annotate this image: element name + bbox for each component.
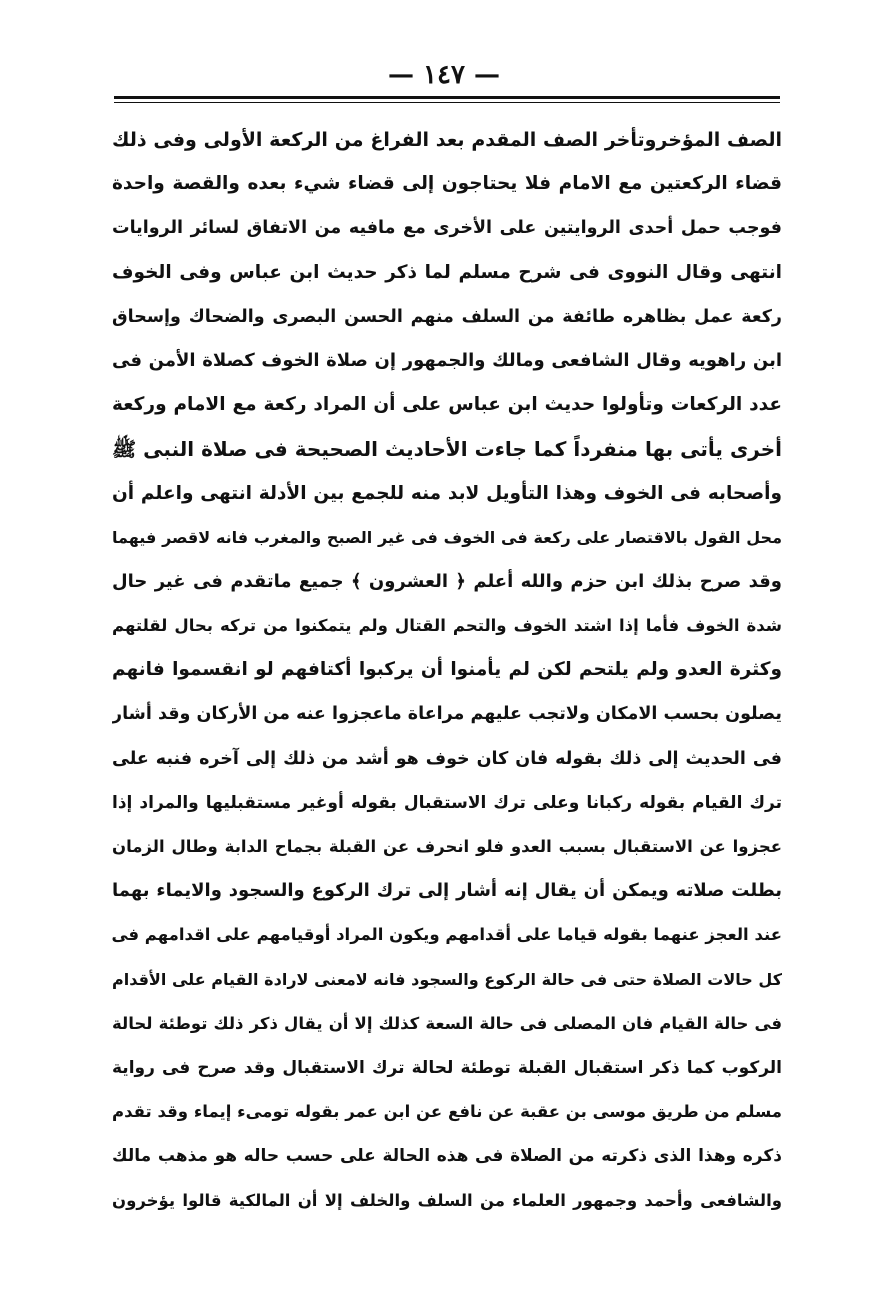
text-line: عجزوا عن الاستقبال بسبب العدو فلو انحرف عن القبلة بجماح الدابة وطال الزمان (112, 837, 782, 856)
text-line: وأصحابه فى الخوف وهذا التأويل لابد منه للجمع بين الأدلة انتهى واعلم أن (112, 482, 782, 504)
text-line: يصلون بحسب الامكان ولاتجب عليهم مراعاة ماعجزوا عنه من الأركان وقد أشار (112, 704, 782, 725)
header-rule (114, 96, 780, 99)
text-line: قضاء الركعتين مع الامام فلا يحتاجون إلى قضاء شيء بعده والقصة واحدة (112, 173, 782, 195)
text-line: وكثرة العدو ولم يلتحم لكن لم يأمنوا أن يركبوا أكتافهم لو انقسموا فانهم (112, 659, 782, 681)
text-line: أخرى يأتى بها منفرداً كما جاءت الأحاديث الصحيحة فى صلاة النبى ﷺ (112, 437, 782, 462)
text-line: فوجب حمل أحدى الروايتين على الأخرى مع مافيه من الاتفاق لسائر الروايات (112, 218, 782, 239)
text-line: عند العجز عنهما بقوله قياما على أقدامهم ويكون المراد أوقيامهم على اقدامهم فى (112, 925, 782, 945)
text-line: شدة الخوف فأما إذا اشتد الخوف والتحم القتال ولم يتمكنوا من تركه بحال لقلتهم (112, 616, 782, 636)
text-line: ابن راهويه وقال الشافعى ومالك والجمهور إن صلاة الخوف كصلاة الأمن فى (112, 349, 782, 371)
page-number: — ١٤٧ — (387, 60, 501, 90)
text-line: وقد صرح بذلك ابن حزم والله أعلم ﴿ العشرون ﴾ جميع ماتقدم فى غير حال (112, 570, 782, 592)
text-line: الصف المؤخروتأخر الصف المقدم بعد الفراغ من الركعة الأولى وفى ذلك (112, 129, 782, 151)
text-line: بطلت صلاته ويمكن أن يقال إنه أشار إلى ترك الركوع والسجود والايماء بهما (112, 880, 782, 902)
text-line: فى الحديث إلى ذلك بقوله فان كان خوف هو أشد من ذلك إلى آخره فنبه على (112, 748, 782, 769)
page-body-text (112, 118, 782, 1223)
text-line: الركوب كما ذكر استقبال القبلة توطئة لحالة ترك الاستقبال وقد صرح فى رواية (112, 1057, 782, 1078)
text-line: مسلم من طريق موسى بن عقبة عن نافع عن ابن عمر بقوله تومىء إيماء وقد تقدم (112, 1102, 782, 1122)
text-line: عدد الركعات وتأولوا حديث ابن عباس على أن المراد ركعة مع الامام وركعة (112, 394, 782, 416)
text-line: ركعة عمل بظاهره طائفة من السلف منهم الحسن البصرى والضحاك وإسحاق (112, 306, 782, 327)
text-line: انتهى وقال النووى فى شرح مسلم لما ذكر حديث ابن عباس وفى الخوف (112, 261, 782, 283)
text-line: ترك القيام بقوله ركبانا وعلى ترك الاستقبال بقوله أوغير مستقبليها والمراد إذا (112, 792, 782, 813)
text-line: ذكره وهذا الذى ذكرته من الصلاة فى هذه الحالة على حسب حاله هو مذهب مالك (112, 1146, 782, 1167)
text-line: كل حالات الصلاة حتى فى حالة الركوع والسجود فانه لامعنى لارادة القيام على الأقدام (112, 969, 782, 989)
text-line: محل القول بالاقتصار على ركعة فى الخوف فى غير الصبح والمغرب فانه لاقصر فيهما (112, 527, 782, 547)
text-line: فى حالة القيام فان المصلى فى حالة السعة كذلك إلا أن يقال ذكر ذلك توطئة لحالة (112, 1013, 782, 1033)
header-rule-thin (114, 102, 780, 103)
text-line: والشافعى وأحمد وجمهور العلماء من السلف والخلف إلا أن المالكية قالوا يؤخرون (112, 1190, 782, 1210)
